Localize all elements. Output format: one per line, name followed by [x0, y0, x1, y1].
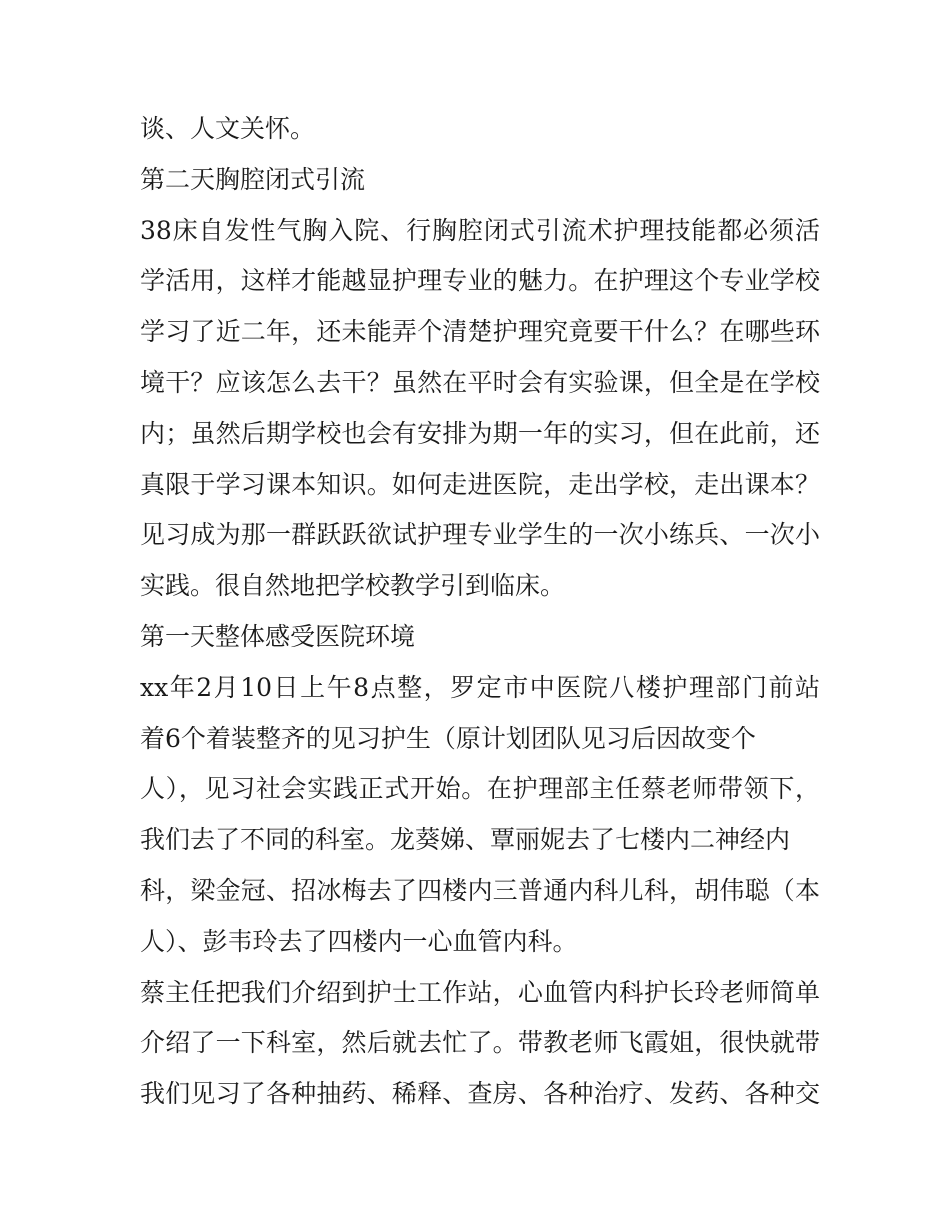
section-heading: 第二天胸腔闭式引流 [140, 165, 366, 194]
text-line: 38床自发性气胸入院、行胸腔闭式引流术护理技能都必须活 [140, 216, 820, 245]
text-line: 学活用，这样才能越显护理专业的魅力。在护理这个专业学校 [140, 266, 820, 295]
text-line: 学习了近二年，还未能弄个清楚护理究竟要干什么？在哪些环 [140, 317, 820, 346]
text-line: 实践。很自然地把学校教学引到临床。 [140, 571, 566, 600]
text-line: xx年2月10日上午8点整，罗定市中医院八楼护理部门前站 [140, 673, 820, 702]
text-line: 谈、人文关怀。 [140, 114, 316, 143]
text-line: 科，梁金冠、招冰梅去了四楼内三普通内科儿科，胡伟聪（本 [140, 876, 820, 905]
text-line: 我们见习了各种抽药、稀释、查房、各种治疗、发药、各种交 [140, 1079, 820, 1108]
text-line: 见习成为那一群跃跃欲试护理专业学生的一次小练兵、一次小 [140, 520, 820, 549]
text-line: 我们去了不同的科室。龙葵娣、覃丽妮去了七楼内二神经内 [140, 825, 791, 854]
text-line: 真限于学习课本知识。如何走进医院，走出学校，走出课本？ [140, 470, 820, 499]
text-line: 境干？应该怎么去干？虽然在平时会有实验课，但全是在学校 [140, 368, 820, 397]
text-line: 蔡主任把我们介绍到护士工作站，心血管内科护长玲老师简单 [140, 978, 820, 1007]
text-line: 着6个着装整齐的见习护生（原计划团队见习后因故变个 [140, 724, 756, 753]
text-line: 介绍了一下科室，然后就去忙了。带教老师飞霞姐，很快就带 [140, 1028, 820, 1057]
text-line: 人），见习社会实践正式开始。在护理部主任蔡老师带领下， [140, 774, 820, 803]
text-line: 人）、彭韦玲去了四楼内一心血管内科。 [140, 927, 578, 956]
section-heading: 第一天整体感受医院环境 [140, 622, 416, 651]
text-line: 内；虽然后期学校也会有安排为期一年的实习，但在此前，还 [140, 419, 820, 448]
